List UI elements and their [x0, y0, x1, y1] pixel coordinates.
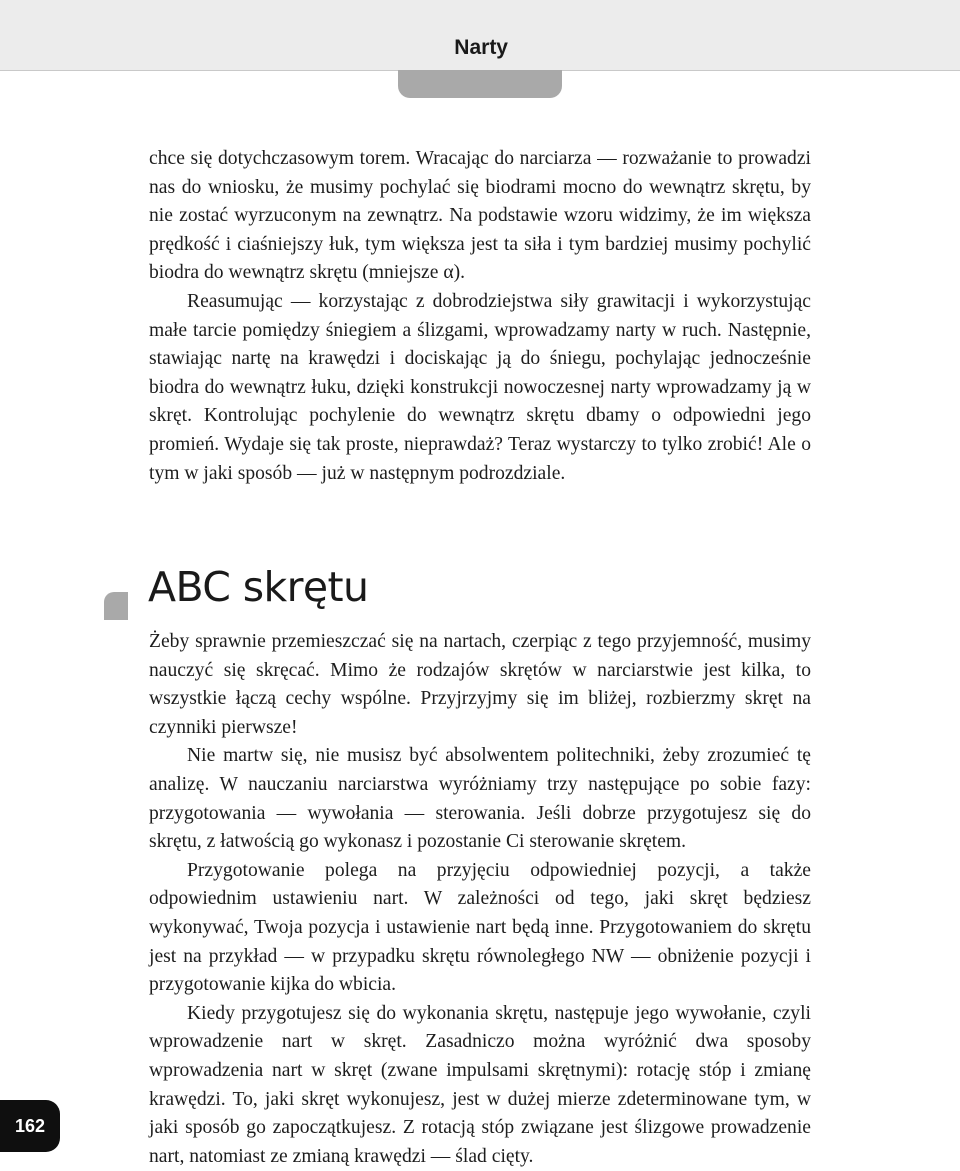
body-paragraph: Nie martw się, nie musisz być absolwentem politechniki, żeby zrozumieć tę analizę. W nauczaniu narciarstwa wyróżniamy trzy następujące po sobie fazy: przygotowania — wywołania — sterowania. Jeśli dobrze przygotujesz się do skrętu, z łatwością go wykonasz i pozostanie Ci sterowanie skrętem. [149, 745, 811, 853]
body-paragraph: Kiedy przygotujesz się do wykonania skrętu, następuje jego wywołanie, czyli wprowadzenie nart w skręt. Zasadniczo można wyróżnić dwa sposoby wprowadzenia nart w skręt (zwane impulsami skrętnymi): rotację stóp i zmianę krawędzi. To, jaki skręt wykonujesz, jest w dużej mierze zdeterminowane tym, w jaki sposób go zapoczątkujesz. Z rotacją stóp związane jest ślizgowe prowadzenie nart, natomiast ze zmianą krawędzi — ślad cięty. [149, 1002, 811, 1167]
body-paragraph: Żeby sprawnie przemieszczać się na nartach, czerpiąc z tego przyjemność, musimy nauczyć się skręcać. Mimo że rodzajów skrętów w narciarstwie jest kilka, to wszystkie łączą cechy wspólne. Przyjrzyjmy się im bliżej, rozbierzmy skręt na czynniki pierwsze! [149, 631, 811, 738]
header-tab-decoration [398, 70, 562, 98]
continuation-text [149, 145, 811, 488]
section-body [149, 628, 811, 1171]
running-header-title: Narty [454, 36, 508, 59]
running-header [0, 0, 960, 71]
page-number: 162 [14, 1116, 46, 1136]
body-paragraph: chce się dotychczasowym torem. Wracając do narciarza — rozważanie to prowadzi nas do wniosku, że musimy pochylać się biodrami mocno do wewnątrz skrętu, by nie zostać wyrzuconym na zewnątrz. Na podstawie wzoru widzimy, że im większa prędkość i ciaśniejszy łuk, tym większa jest ta siła i tym bardziej musimy pochylić biodra do wewnątrz skrętu (mniejsze α). [149, 148, 811, 284]
page-number-tab [0, 1100, 60, 1152]
section-heading: ABC skrętu [148, 563, 369, 611]
body-paragraph: Przygotowanie polega na przyjęciu odpowiedniej pozycji, a także odpowiednim ustawieniu nart. W zależności od tego, jaki skręt będziesz wykonywać, Twoja pozycja i ustawienie nart będą inne. Przygotowaniem do skrętu jest na przykład — w przypadku skrętu równoległego NW — obniżenie pozycji i przygotowanie kijka do wbicia. [149, 859, 811, 996]
section-marker-decoration [104, 592, 128, 620]
body-paragraph: Reasumując — korzystając z dobrodziejstwa siły grawitacji i wykorzystując małe tarcie pomiędzy śniegiem a ślizgami, wprowadzamy narty w ruch. Następnie, stawiając nartę na krawędzi i dociskając ją do śniegu, pochylając jednocześnie biodra do wewnątrz łuku, dzięki konstrukcji nowoczesnej narty wprowadzamy ją w skręt. Kontrolując pochylenie do wewnątrz skrętu dbamy o odpowiedni jego promień. Wydaje się tak proste, nieprawdaż? Teraz wystarczy to tylko zrobić! Ale o tym w jaki sposób — już w następnym podrozdziale. [149, 290, 811, 484]
